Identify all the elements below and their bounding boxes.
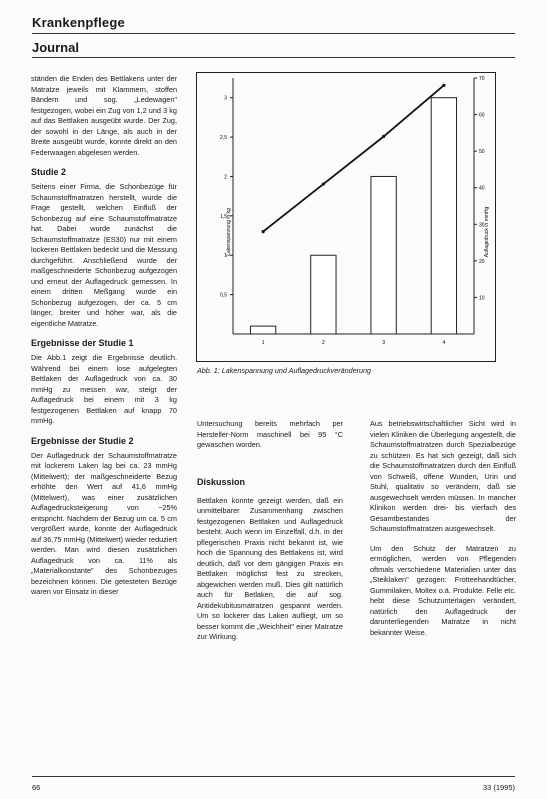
issue-number: 33 (1995) <box>482 783 515 792</box>
x-tick-label: 2 <box>321 340 325 346</box>
right-tick-label: 60 <box>479 112 485 119</box>
header-rule <box>32 33 515 34</box>
footer-rule <box>32 776 515 777</box>
bar <box>250 326 275 334</box>
column3-text-1: Aus betriebswirtschaftlicher Sicht wird in vielen Kliniken die Überlegung angestellt, die Schaumstoffmatratzen durch Spezialbezüge zu schützen. Es hat sich gezeigt, daß sich die Schaumstoffmatratzen durch den Einfluß von Schweiß, offene Wunden, Urin und Stuhl, qualitativ so verändern, daß sie ausgewechselt werden müssen. In mancher Klinikon werden drei- bis vierfach des Gesamtbestandes der Schaumstoffmatratzen ausgewechselt. <box>370 419 516 533</box>
page-number: 66 <box>32 783 41 792</box>
column-1 <box>31 74 177 598</box>
results2-text: Der Auflagedruck der Schaumstoffmatratze mit lockerem Laken lag bei ca. 23 mmHg (Mittelwert); der maßgeschneiderte Bezug erhöhte den Wert auf 41,6 mmHg (Mittelwert), was einer zusätzlichen Auflagedrucksteigerung von ~25% entspricht. Nachdem der Bezug um ca. 5 cm vergrößert wurde, konnte der Auflagedruck auf 36,75 mmHg (Mittelwert) wieder reduziert werden. Man wird diesen zusätzlichen Auflagedruck von ca. 11% als „Materialkonstante" des Schonbezuges bezeichnen können. Die getesteten Bezüge waren vor Einsatz in dieser <box>31 450 177 596</box>
column-2 <box>197 419 343 643</box>
pressure-point <box>442 84 445 87</box>
right-tick-label: 50 <box>479 149 485 156</box>
journal-subtitle: Journal <box>32 40 79 55</box>
column2-text-top: Untersuchung bereits mehrfach per Hersteller-Norm maschinell bei 95 °C gewaschen worden. <box>197 419 343 449</box>
left-axis-label: Lakenspannung in kg <box>226 208 232 256</box>
right-tick-label: 10 <box>479 295 485 302</box>
results2-heading: Ergebnisse der Studie 2 <box>31 435 134 446</box>
results1-heading: Ergebnisse der Studie 1 <box>31 338 134 348</box>
study2-heading: Studie 2 <box>31 167 67 177</box>
pressure-point <box>262 230 265 233</box>
pressure-point <box>382 135 385 138</box>
pressure-line <box>263 85 444 231</box>
left-tick-label: 2,5 <box>220 135 227 142</box>
left-tick-label: 2 <box>224 174 227 181</box>
right-tick-label: 20 <box>479 258 485 265</box>
right-tick-label: 70 <box>479 76 485 82</box>
bar <box>431 98 456 334</box>
x-tick-label: 4 <box>442 340 446 346</box>
bar <box>371 176 396 334</box>
results1-text: Die Abb.1 zeigt die Ergebnisse deutlich. Während bei einem lose aufgelegten Bettlaken der Auflagedruck von ca. 30 mmHg zu messen war, steigt der Auflagedruck bei einem mit 3 kg festgezogenen Bettlaken auf knapp 70 mmHg. <box>31 353 177 425</box>
left-tick-label: 1,5 <box>220 213 227 220</box>
pressure-point <box>322 182 325 185</box>
column1-intro: ständen die Enden des Bettlakens unter der Matratze jeweils mit Klammern, stoffen Bändern und sog. „Ledewagen" festgezogen, wobei ein Zug von 1,2 und 3 kg auf das Bettlaken ausgeübt wurde. Der Zug, der sowohl in der Länge, als auch in der Breite ausgeübt wurde, konnte direkt an den Federwaagen abgelesen werden. <box>31 74 177 157</box>
study2-text: Seitens einer Firma, die Schonbezüge für Schaumstoffmatratzen herstellt, wurde die Frage gestellt, welchen Einfluß der Schonbezug auf eine Schaumstoffmatratze hat. Dabei wurde zunächst die Schaumstoffmatratze (ES30) nur mit einem lockeren Bettlaken bedeckt und die Messung durchgeführt. Anschließend wurde der maßgeschneiderte Schonbezug aufgezogen und erneut der Auflagedruck gemessen. In einem dritten Meßgang wurde ein Schonbezug aufgezogen, der ca. 5 cm länger, breiter und höher war, als die eigentliche Matratze. <box>31 182 177 328</box>
journal-name: Krankenpflege <box>32 15 125 30</box>
left-tick-label: 0,5 <box>220 292 227 299</box>
discussion-heading: Diskussion <box>197 476 246 487</box>
header-rule-2 <box>32 57 515 58</box>
x-tick-label: 1 <box>261 340 265 346</box>
figure-caption: Abb. 1: Lakenspannung und Auflagedruckveränderung <box>197 366 371 375</box>
right-axis-label: Auflagedruck in mmHg <box>484 206 490 258</box>
column3-text-2: Um den Schutz der Matratzen zu ermöglichen, werden von Pflegenden oftmals verschiedene Materialien unter das „Steiklaken" gezogen: Frotteehandtücher, Gummilaken, Moltex o.ä. Produkte. Felle etc. hebt diese Schutzunterlagen verändert, natürlich den Auflagedruck der darunterliegenden Matratze in nicht bekannter Weise. <box>370 543 516 637</box>
right-tick-label: 40 <box>479 185 485 192</box>
column-3 <box>370 419 516 638</box>
x-tick-label: 3 <box>382 340 386 346</box>
figure-chart <box>196 72 496 362</box>
left-tick-label: 1 <box>224 253 227 260</box>
discussion-text: Bettlaken konnte gezeigt werden, daß ein unmittelbarer Zusammenhang zwischen festgezogenen Bettlaken und Auflagedruck besteht. Auch wenn im Einzelfall, d.h. in der pflegerischen Praxis nicht bekannt ist, wie hoch die Spannung des Bettlakens ist, wird deutlich, daß vor dem gängigen Praxis ein Bettlaken möglichst fest zu strecken, abgewichen werden muß. Dies gilt natürlich auch für Betlaken, die auf sog. Antidekubitusmatratzen gespannt werden. Um so lockerer das Laken aufliegt, um so besser kommt die „Weichheit" einer Matratze zur Wirkung. <box>197 495 343 641</box>
left-tick-label: 3 <box>224 95 227 102</box>
bar <box>311 255 336 334</box>
right-tick-label: 30 <box>479 222 485 229</box>
